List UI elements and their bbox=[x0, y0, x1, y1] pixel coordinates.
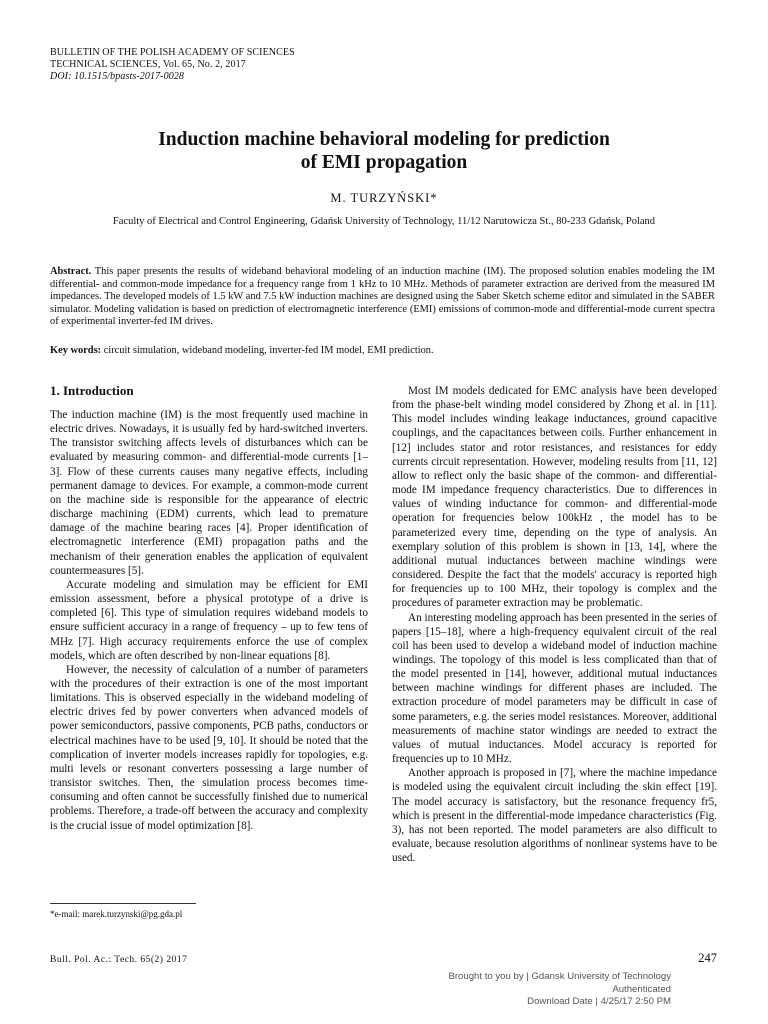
download-notice bbox=[448, 971, 671, 1009]
left-column bbox=[50, 408, 368, 833]
journal-name: BULLETIN OF THE POLISH ACADEMY OF SCIENCES bbox=[50, 47, 295, 58]
abstract-text: This paper presents the results of wideband behavioral modeling of an induction machine (IM). The proposed solution enables modeling the IM differential- and common-mode impedance for a frequency range from 1 kHz to 10 MHz. Methods of parameter extraction are derived from the measured IM impedances. The developed models of 1.5 kW and 7.5 kW induction machines are designed using the Saber Sketch scheme editor and simulated in the SABER simulator. Modeling validation is based on prediction of electromagnetic interference (EMI) emissions of common-mode and differential-mode current spectra of experimental inverter-fed IM drives. bbox=[50, 266, 715, 328]
abstract bbox=[50, 266, 715, 329]
right-column bbox=[392, 384, 717, 865]
title-line-1: Induction machine behavioral modeling for prediction bbox=[158, 129, 610, 150]
download-line-3: Download Date | 4/25/17 2:50 PM bbox=[527, 996, 671, 1007]
paragraph: The induction machine (IM) is the most frequently used machine in electric drives. Nowadays, it is usually fed by hard-switched inverters. The transistor switching affects levels of disturbances which can be evaluated by measuring common- and differential-mode currents [1–3]. Flow of these currents causes many negative effects, including permanent damage to devices. For example, a common-mode current on the machine side is responsible for the appearance of electric discharge machining (EDM) currents, which lead to premature damage of the machine bearing races [4]. Proper identification of electromagnetic interference (EMI) propagation paths and the mechanism of their generation enables the application of equivalent countermeasures [5]. bbox=[50, 409, 368, 577]
paragraph: Accurate modeling and simulation may be efficient for EMI emission assessment, before a physical prototype of a drive is completed [6]. This type of simulation requires wideband models to ensure sufficient accuracy in a range of frequency – up to few tens of MHz [7]. High accuracy requirements enforce the use of complex models, which are often described by non-linear equations [8]. bbox=[50, 578, 368, 662]
keywords bbox=[50, 345, 715, 358]
keywords-text: circuit simulation, wideband modeling, inverter-fed IM model, EMI prediction. bbox=[103, 345, 434, 356]
abstract-label: Abstract. bbox=[50, 266, 92, 277]
section-heading: 1. Introduction bbox=[50, 383, 134, 398]
keywords-label: Key words: bbox=[50, 345, 102, 356]
footer-citation: Bull. Pol. Ac.: Tech. 65(2) 2017 bbox=[50, 955, 188, 965]
author: M. TURZYŃSKI* bbox=[330, 191, 438, 205]
paragraph: Another approach is proposed in [7], where the machine impedance is modeled using the equivalent circuit including the skin effect [19]. The model accuracy is satisfactory, but the resonance frequency fr5, which is present in the differential-mode impedance characteristics (Fig. 3), has not been reported. The model parameters are also difficult to evaluate, because resolution algorithms of nonlinear systems have to be used. bbox=[392, 767, 717, 865]
paragraph: An interesting modeling approach has been presented in the series of papers [15–18], where a high-frequency equivalent circuit of the real coil has been used to develop a wideband model of induction machine windings. The topology of this model is less complicated than that of the model presented in [14], however, additional mutual inductances between machine windings for different phases are included. The extraction procedure of model parameters may be difficult in case of some parameters, e.g. the series model resistances. Moreover, additional measurements of machine stator windings are needed to extract the values of mutual inductances. Model accuracy is reported for frequencies up to 10 MHz. bbox=[392, 611, 717, 766]
paragraph: Most IM models dedicated for EMC analysis have been developed from the phase-belt winding model considered by Zhong et al. in [11]. This model includes winding leakage inductances, ground capacitive couplings, and the capacitances between coils. Further enhancement in [12] includes stator and rotor resistances, and resistances for eddy currents circuit representation. However, modeling results from [11, 12] allow to reflect only the basic shape of the common- and differential-mode IM impedance frequency characteristics. Due to differences in values of winding inductance for common- and differential-mode operation for frequencies below 100kHz , the model has to be parameterized every time, depending on the type of analysis. An exemplary solution of this problem is shown in [13, 14], where the additional mutual inductances between machine windings were considered. Despite the fact that the models' accuracy is reported high for frequencies up to 100 MHz, their topology is complex and the procedures of parameter extraction may be problematic. bbox=[392, 385, 717, 610]
affiliation: Faculty of Electrical and Control Engineering, Gdańsk University of Technology, 11/12 Narutowicza St., 80-233 Gdańsk, Poland bbox=[112, 216, 656, 227]
paragraph: However, the necessity of calculation of a number of parameters with the procedures of their extraction is one of the most important limitations. This is observed especially in the wideband modeling of electric drives fed by power converters when advanced models of power semiconductors, passive components, PCB paths, conductors or electrical machines have to be used [9, 10]. It should be noted that the complication of inverter models increases rapidly for topologies, e.g. multi levels or resonant converters possessing a large number of transistor switches. Then, the simulation process becomes time-consuming and often cannot be successfully finished due to numerical problems. Therefore, a trade-off between the accuracy and complexity is the crucial issue of model optimization [8]. bbox=[50, 663, 368, 832]
download-line-1: Brought to you by | Gdansk University of Technology bbox=[448, 971, 671, 982]
download-line-2: Authenticated bbox=[612, 983, 671, 995]
doi[interactable]: DOI: 10.1515/bpasts-2017-0028 bbox=[50, 71, 185, 82]
footnote[interactable]: *e-mail: marek.turzynski@pg.gda.pl bbox=[50, 909, 183, 919]
footnote-rule bbox=[50, 903, 196, 904]
journal-volume: TECHNICAL SCIENCES, Vol. 65, No. 2, 2017 bbox=[50, 59, 246, 70]
title-line-2: of EMI propagation bbox=[300, 152, 468, 173]
paper-title bbox=[0, 128, 768, 174]
journal-header bbox=[50, 47, 295, 83]
page-number: 247 bbox=[698, 951, 717, 965]
